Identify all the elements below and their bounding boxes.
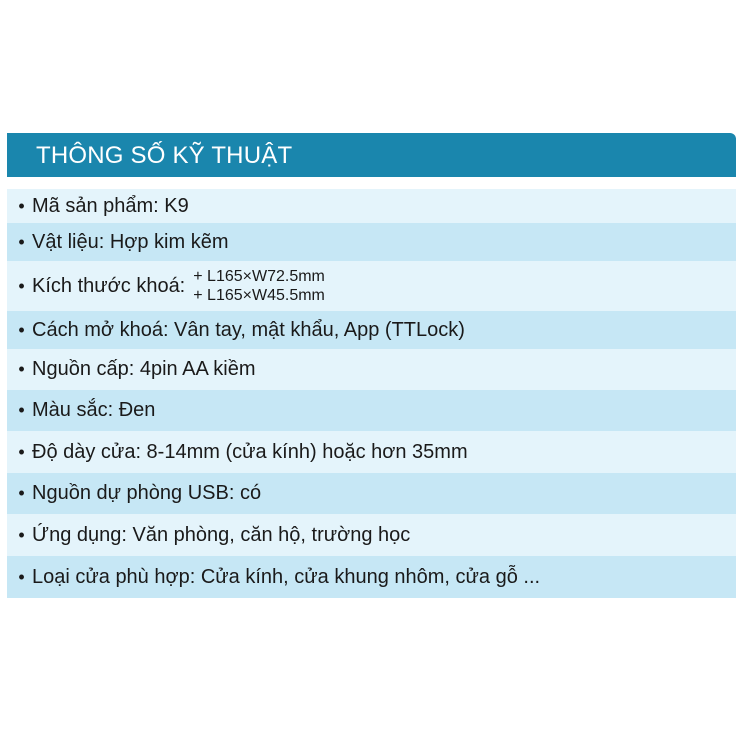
bullet-icon: • bbox=[18, 231, 25, 252]
spec-text: Nguồn dự phòng USB: có bbox=[32, 482, 262, 504]
spec-row-unlock-methods bbox=[7, 311, 736, 349]
spec-row-door-thickness bbox=[7, 431, 736, 473]
bullet-icon: • bbox=[18, 195, 25, 216]
spec-label: Kích thước khoá: bbox=[32, 274, 186, 297]
spec-text: Loại cửa phù hợp: Cửa kính, cửa khung nhôm, cửa gỗ ... bbox=[32, 565, 541, 588]
spec-text: Độ dày cửa: 8-14mm (cửa kính) hoặc hơn 35mm bbox=[32, 440, 468, 463]
spec-text: Nguồn cấp: 4pin AA kiềm bbox=[32, 358, 256, 380]
bullet-icon: • bbox=[18, 566, 25, 587]
spec-text: Ứng dụng: Văn phòng, căn hộ, trường học bbox=[32, 523, 411, 546]
spec-row-material bbox=[7, 223, 736, 261]
spec-text: Vật liệu: Hợp kim kẽm bbox=[32, 230, 229, 253]
spec-header bbox=[7, 133, 736, 177]
bullet-icon: • bbox=[18, 524, 25, 545]
spec-row-power bbox=[7, 349, 736, 390]
spec-text: Màu sắc: Đen bbox=[32, 399, 156, 421]
bullet-icon: • bbox=[18, 483, 25, 503]
spec-row-applications bbox=[7, 514, 736, 556]
bullet-icon: • bbox=[18, 359, 25, 379]
bullet-icon: • bbox=[18, 319, 25, 340]
spec-text: Cách mở khoá: Vân tay, mật khẩu, App (TTLock) bbox=[32, 318, 465, 341]
bullet-icon: • bbox=[18, 400, 25, 420]
spec-title: THÔNG SỐ KỸ THUẬT bbox=[36, 142, 293, 169]
bullet-icon: • bbox=[18, 441, 25, 462]
spec-row-dimensions bbox=[7, 261, 736, 311]
spec-list bbox=[7, 189, 736, 598]
spec-row-product-code bbox=[7, 189, 736, 223]
spec-row-backup-power bbox=[7, 473, 736, 514]
spec-text: Mã sản phẩm: K9 bbox=[32, 194, 189, 217]
spec-row-color bbox=[7, 390, 736, 431]
bullet-icon: • bbox=[18, 275, 25, 296]
dimension-value: + L165×W45.5mm bbox=[193, 287, 325, 304]
dimension-value: + L165×W72.5mm bbox=[193, 268, 325, 285]
dimension-values bbox=[193, 267, 325, 305]
spec-row-door-types bbox=[7, 556, 736, 598]
